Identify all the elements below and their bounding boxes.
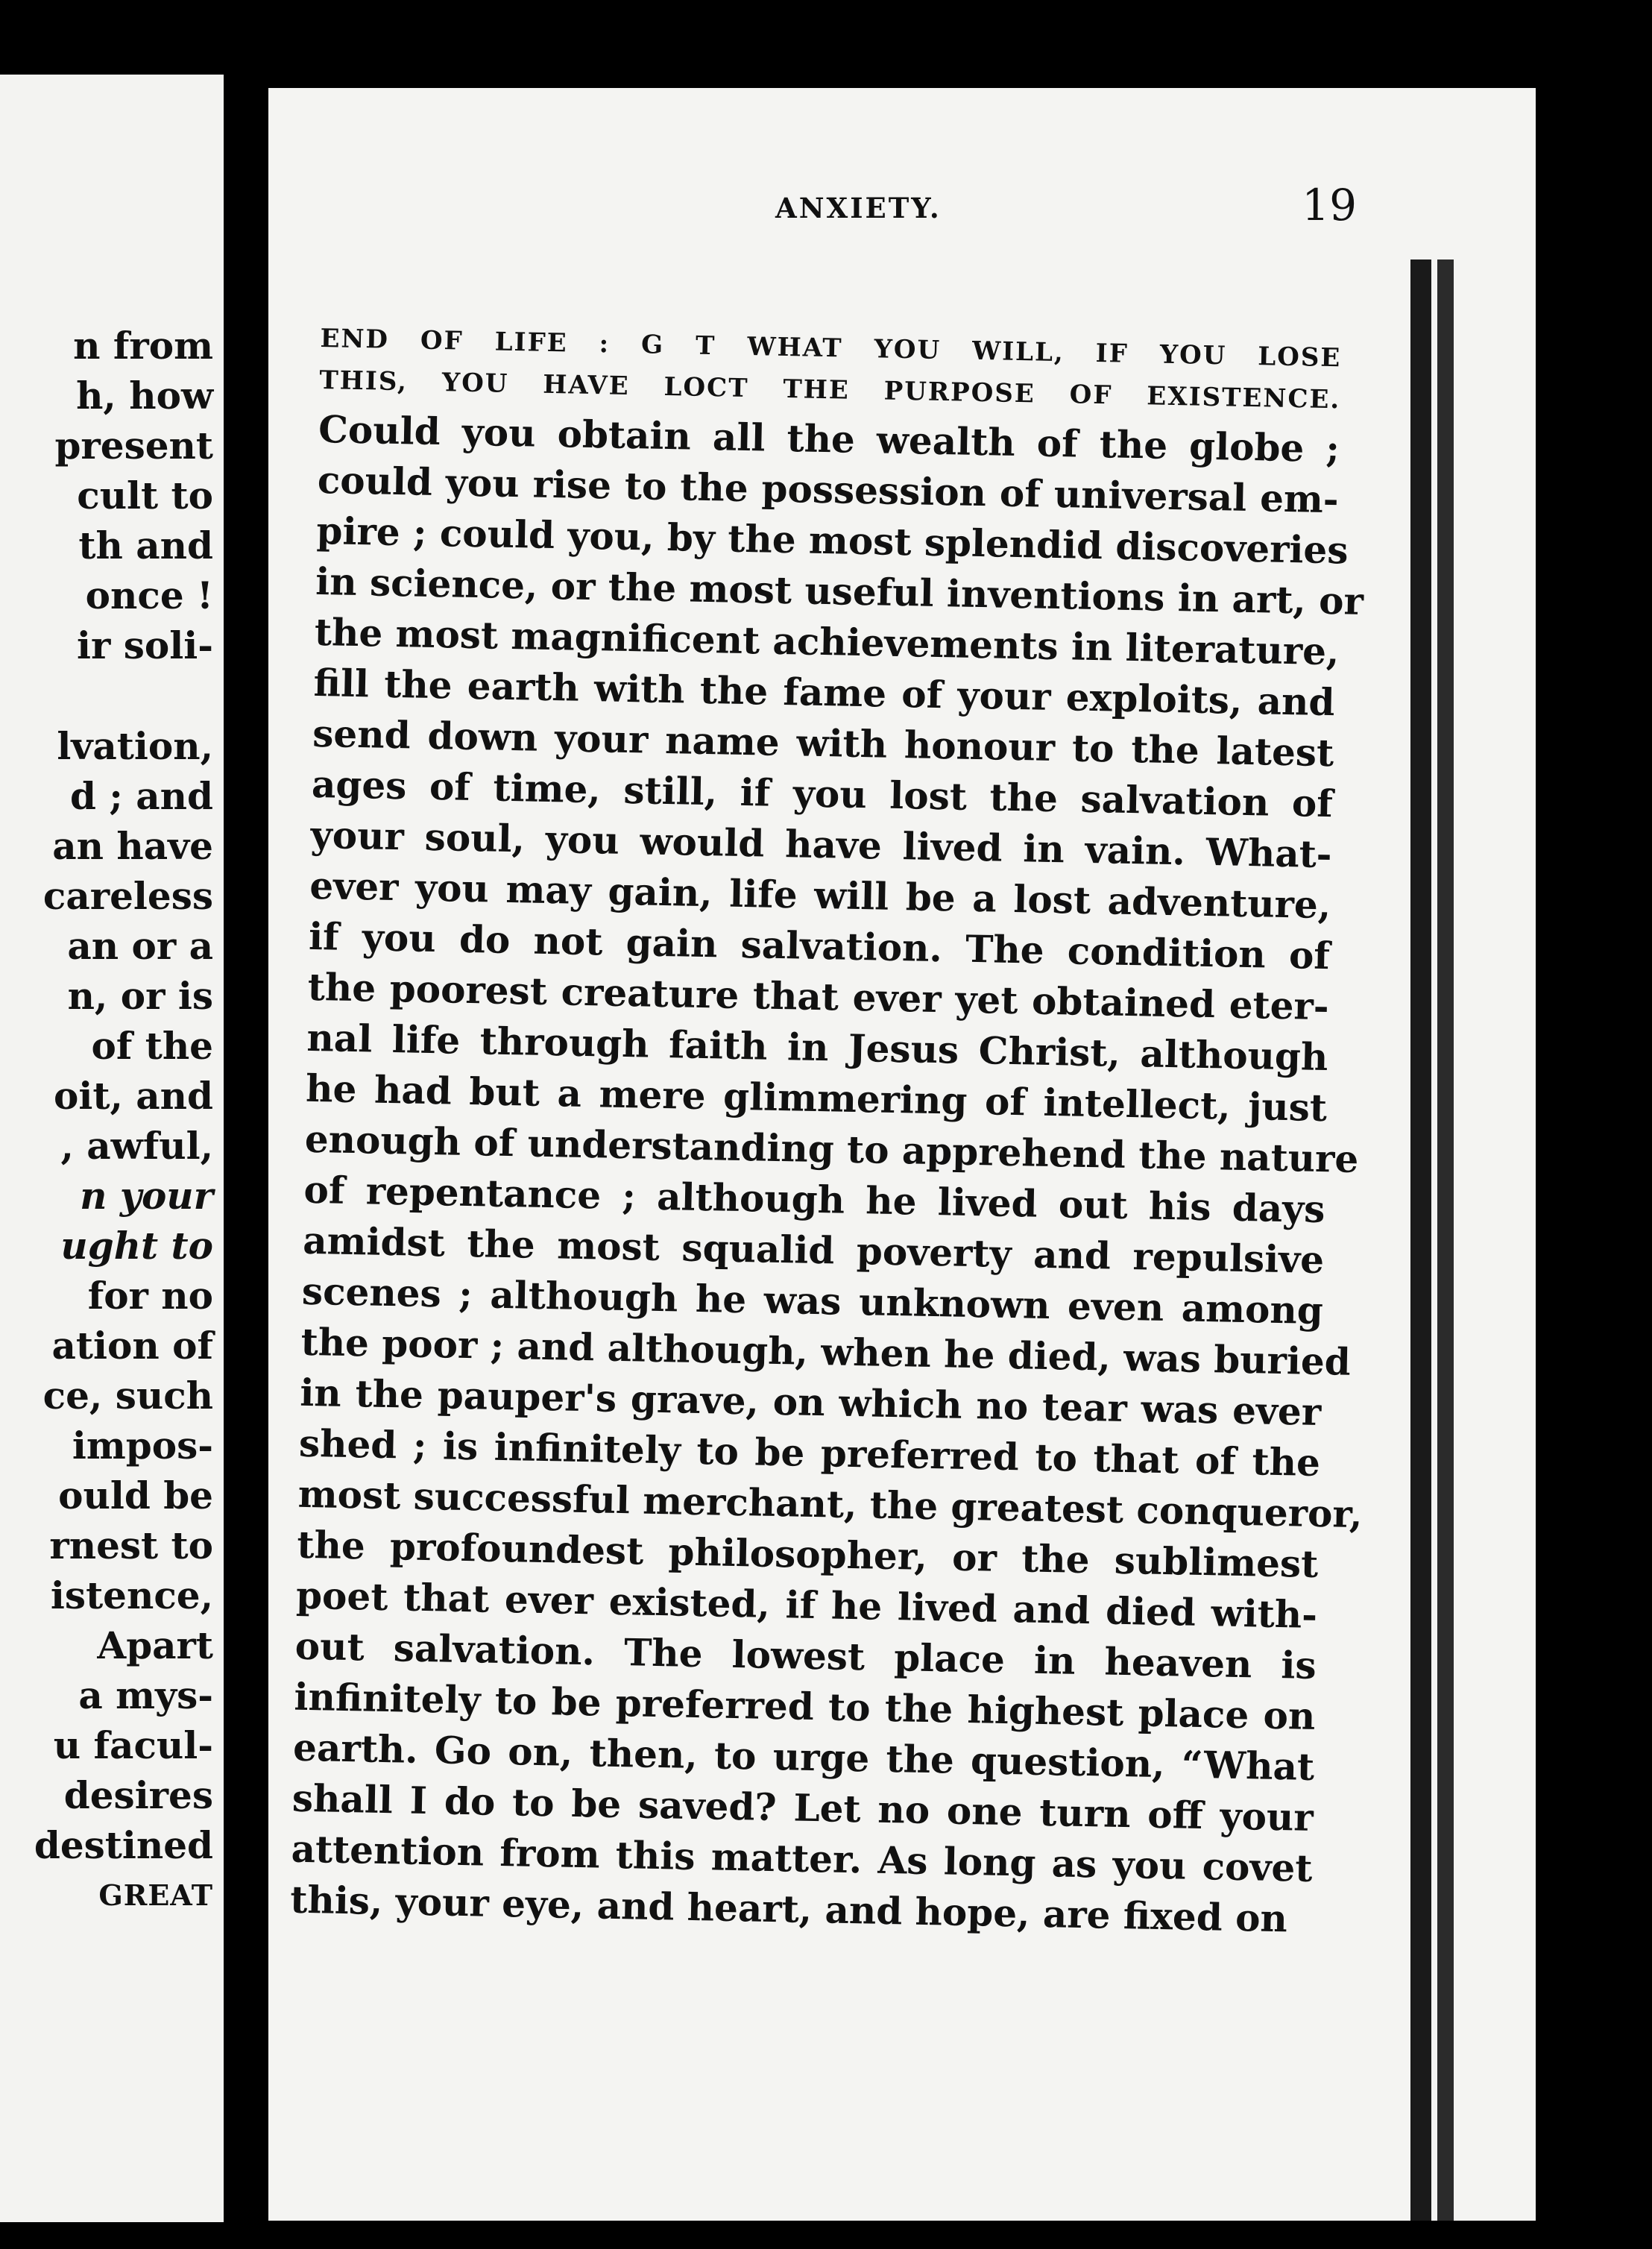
left-line: destined [34,1823,213,1867]
text-line: shall I do to be saved? Let no one turn off your [291,1775,1314,1840]
left-line: th and [78,523,213,567]
text-line: the poorest creature that ever yet obtained eter- [307,964,1330,1029]
left-line: ould be [58,1473,213,1517]
running-head: ANXIETY. [775,192,942,224]
text-line: in the pauper's grave, on which no tear was ever [299,1370,1322,1435]
text-line: ages of time, still, if you lost the salvation of [311,761,1334,826]
text-line: could you rise to the possession of universal em- [317,457,1340,522]
text-line: send down your name with honour to the latest [312,711,1334,776]
text-line: the most magnificent achievements in literature, [314,609,1340,674]
page-edge-shadow [1410,260,1431,2221]
left-line: ation of [51,1324,213,1368]
text-line: most successful merchant, the greatest conqueror, [297,1471,1363,1537]
body-text [289,321,1364,1945]
text-line: of repentance ; although he lived out his days [303,1167,1325,1232]
left-line: careless [42,874,213,918]
text-line: out salvation. The lowest place in heaven is [294,1623,1317,1687]
text-line: Could you obtain all the wealth of the globe ; [318,406,1340,471]
left-line: cult to [77,474,213,518]
text-line: infinitely to be preferred to the highest place on [294,1674,1316,1738]
left-line: a mys- [78,1673,213,1717]
left-line: rnest to [49,1523,213,1567]
left-line: oit, and [54,1074,213,1118]
left-line: u facul- [53,1723,213,1767]
text-line: this, your eye, and heart, and hope, are fixed on [289,1877,1288,1941]
left-line: desires [63,1773,213,1817]
text-line: he had but a mere glimmering of intellect, just [305,1066,1328,1130]
page-header [492,180,1357,250]
left-line: Apart [97,1623,213,1667]
text-line: poet that ever existed, if he lived and died with- [295,1573,1318,1637]
text-line: your soul, you would have lived in vain. What- [310,812,1333,877]
text-line: if you do not gain salvation. The condition of [308,913,1331,978]
left-line: d ; and [70,774,213,818]
text-line: shed ; is infinitely to be preferred to that of the [298,1421,1321,1485]
text-line: END OF LIFE : G T WHAT YOU WILL, IF YOU LOSE [320,323,1342,374]
page-edge-strip [1437,260,1454,2221]
text-line: scenes ; although he was unknown even among [301,1268,1324,1333]
left-line: lvation, [57,724,213,768]
left-line: present [54,424,213,468]
left-line: istence, [50,1573,213,1617]
text-line: attention from this matter. As long as you covet [291,1826,1313,1890]
book-gutter [224,0,268,2249]
left-line: ce, such [42,1374,213,1418]
left-line: of the [91,1024,213,1068]
left-line: impos- [72,1424,213,1468]
text-line: nal life through faith in Jesus Christ, although [306,1015,1328,1080]
text-line: fill the earth with the fame of your exploits, and [313,660,1335,725]
text-line: pire ; could you, by the most splendid discoveries [316,508,1349,573]
left-page [0,75,224,2222]
text-line: the poor ; and although, when he died, was buried [300,1319,1352,1384]
text-line: earth. Go on, then, to urge the question, “What [292,1725,1315,1789]
text-line: THIS, YOU HAVE LOCT THE PURPOSE OF EXISTENCE. [319,365,1341,415]
text-line: ever you may gain, life will be a lost adventure, [309,863,1331,928]
left-line: n your [80,1174,213,1218]
page-number: 19 [1302,180,1357,230]
left-line: for no [87,1274,213,1318]
left-line: , awful, [60,1124,213,1168]
left-line: n, or is [67,974,213,1018]
text-line: the profoundest philosopher, or the sublimest [296,1522,1319,1586]
left-line: once ! [85,573,213,617]
text-line: enough of understanding to apprehend the nature [304,1116,1359,1181]
left-line: ught to [60,1224,213,1268]
left-line: h, how [76,374,213,418]
text-line: in science, or the most useful inventions in art, or [315,559,1364,623]
text-line: amidst the most squalid poverty and repulsive [302,1218,1325,1283]
left-line: ir soli- [77,623,213,667]
left-line: GREAT [98,1878,213,1912]
left-line: an have [52,824,213,868]
left-line: n from [73,324,213,368]
left-page-text [0,321,213,1920]
left-line: an or a [67,924,213,968]
